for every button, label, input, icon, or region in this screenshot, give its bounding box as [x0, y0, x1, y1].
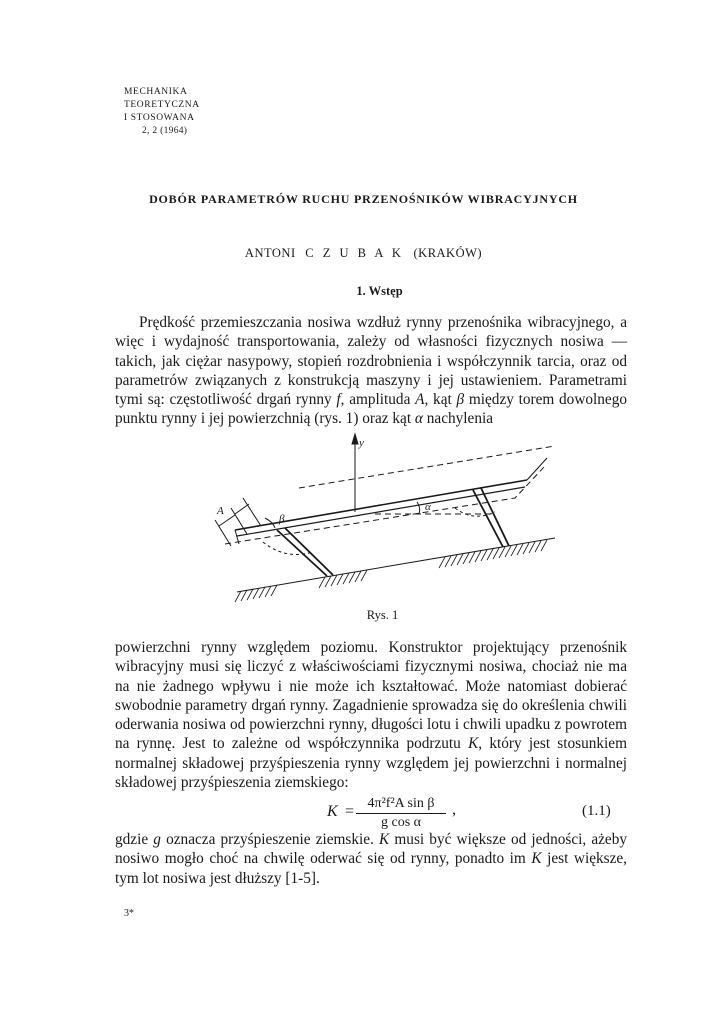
article-title: DOBÓR PARAMETRÓW RUCHU PRZENOŚNIKÓW WIBRACYJNYCH: [149, 192, 578, 206]
p1-sym-f: f: [336, 391, 341, 409]
p1-sym-A: A: [415, 391, 425, 409]
support-leg-2: [285, 528, 333, 575]
paragraph-body: [115, 638, 627, 792]
figure-caption: Rys. 1: [366, 608, 399, 622]
p1-text-b: , amplituda: [340, 391, 411, 409]
equation-lhs: K: [327, 803, 338, 820]
equation-fraction: [356, 795, 446, 832]
journal-line-3: I STOSOWANA: [124, 113, 195, 123]
author-first-name: ANTONI: [244, 246, 296, 260]
paragraph-intro: [115, 313, 627, 429]
amplitude-guide-1: [215, 520, 231, 546]
label-beta: β: [279, 513, 285, 525]
journal-line-2: TEORETYCZNA: [124, 100, 200, 110]
amplitude-guide-3: [243, 498, 261, 526]
p2-sym-K: K: [468, 735, 479, 753]
p3-text-b: oznacza przyśpieszenie ziemskie.: [166, 831, 374, 848]
trough-bottom-line: [237, 487, 525, 536]
p3-text-d: jest większe, tym lot nosiwa jest dłuższy [1-5].: [115, 850, 627, 887]
p2-text: powierzchni rynny względem poziomu. Konstruktor projektujący przenośnik wibracyjny musi się liczyć z właściwościami fizycznymi nosiwa, chociaż nie ma na nie żadnego wpływu i nie może ich kształtować. Może natomiast dobierać swobodnie parametry drgań rynny. Zagadnienie sprowadza się do określenia chwili oderwania nosiwa od powierzchni rynny, długości lotu i chwili upadku z powrotem na rynnę. Jest to zależne od współczynnika podrzutu: [115, 639, 627, 753]
alpha-angle-arc: [417, 502, 420, 514]
trough-end-right: [527, 458, 547, 480]
ground-line: [237, 538, 555, 592]
p3-text-c: musi być większe od jedności, ażeby nosiwo mogło choć na chwilę oderwać się od rynny, ponadto im: [115, 831, 628, 868]
p1-sym-alpha: α: [414, 410, 423, 428]
equation-equals: =: [345, 803, 355, 820]
author-surname: C Z U B A K: [305, 246, 404, 260]
support-leg-3: [473, 490, 503, 547]
p3-sym-K1: K: [379, 831, 390, 848]
equation-comma: ,: [452, 801, 456, 818]
swing-arc-right: [455, 508, 495, 516]
p1-text: Prędkość przemieszczania nosiwa wzdłuż rynny przenośnika wibracyjnego, a więc i wydajność transportowania, zależy od własności fizycznych nosiwa — takich, jak ciężar nasypowy, stopień rozdrobnienia i współczynnik tarcia, oraz od parametrów związanych z konstrukcją maszyny i jej ustawieniem. Parametrami tymi są: częstotliwość drgań rynny: [115, 314, 627, 409]
equation-1-1: [0, 795, 727, 835]
label-y: y: [359, 437, 364, 449]
equation-numerator: 4π²f²A sin β: [356, 795, 446, 814]
journal-header: [124, 86, 200, 138]
page-marker: 3*: [124, 908, 134, 919]
support-leg-4: [481, 488, 509, 546]
paragraph-closing: [115, 830, 627, 888]
conveyor-diagram: [195, 430, 565, 610]
label-alpha: α: [425, 501, 431, 513]
p1-text-c: , kąt: [424, 391, 452, 409]
author-line: [0, 246, 727, 261]
p1-text-d: między torem dowolnego punktu rynny i jej powierzchnią (rys. 1) oraz kąt: [115, 391, 628, 428]
p3-text-a: gdzie: [115, 831, 149, 848]
p1-text-e: nachylenia: [426, 410, 494, 428]
amplitude-arrow-2: [235, 504, 249, 514]
ground-hatching: [235, 540, 547, 602]
equation-number: (1.1): [582, 803, 611, 819]
section-heading: 1. Wstęp: [356, 284, 403, 298]
p2-text-b: , który jest stosunkiem normalnej składowej przyśpieszenia rynny względem jej powierzchni i normalnej składowej przyśpieszenia ziemskiego:: [115, 735, 627, 792]
p3-sym-g: g: [153, 831, 161, 848]
journal-line-1: MECHANIKA: [124, 87, 188, 97]
author-affiliation: (KRAKÓW): [413, 246, 483, 260]
equation-denominator: g cos α: [381, 815, 421, 830]
p1-sym-beta: β: [456, 391, 465, 409]
journal-issue: 2, 2 (1964): [142, 126, 188, 136]
label-A: A: [217, 505, 224, 517]
p3-sym-K2: K: [531, 850, 542, 868]
y-axis-arrowhead: [352, 434, 358, 444]
